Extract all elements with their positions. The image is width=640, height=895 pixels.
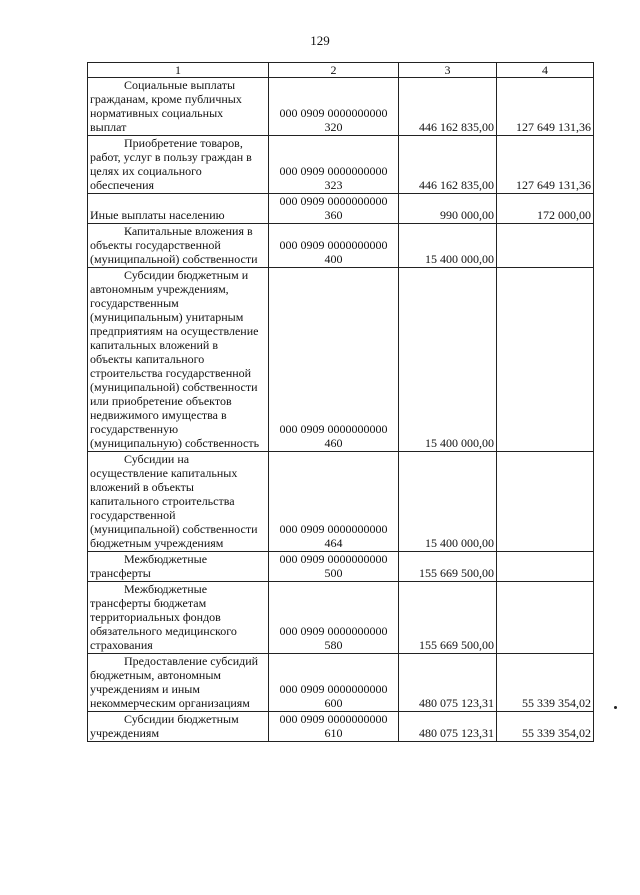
row-name-line: государственной bbox=[90, 508, 176, 522]
row-name-line: (муниципальную) собственность bbox=[90, 436, 260, 450]
row-code bbox=[269, 268, 399, 452]
row-name-line: Социальные выплаты bbox=[124, 78, 236, 92]
row-name bbox=[88, 654, 269, 712]
row-name-line: трансферты bbox=[90, 566, 151, 580]
row-code-line: 000 0909 0000000000 bbox=[279, 422, 388, 436]
row-name-line: (муниципальной) собственности bbox=[90, 380, 258, 394]
row-name-line: Субсидии бюджетным и bbox=[124, 268, 249, 282]
row-code bbox=[269, 552, 399, 582]
row-amount-col4: 55 339 354,02 bbox=[497, 654, 594, 712]
table-header bbox=[88, 63, 594, 78]
row-name bbox=[88, 268, 269, 452]
row-amount-col3: 155 669 500,00 bbox=[399, 552, 497, 582]
row-name-line: учреждениям и иным bbox=[90, 682, 200, 696]
row-name-line: нормативных социальных bbox=[90, 106, 224, 120]
row-name-line: Межбюджетные bbox=[124, 582, 208, 596]
row-code-line: 600 bbox=[324, 696, 343, 710]
table-row bbox=[88, 136, 594, 194]
row-name-line: предприятиям на осуществление bbox=[90, 324, 259, 338]
row-name-line: гражданам, кроме публичных bbox=[90, 92, 242, 106]
row-amount-col3: 990 000,00 bbox=[399, 194, 497, 224]
row-name bbox=[88, 224, 269, 268]
row-code bbox=[269, 582, 399, 654]
row-name-line: некоммерческим организациям bbox=[90, 696, 250, 710]
row-code-line: 610 bbox=[324, 726, 343, 740]
table-row bbox=[88, 654, 594, 712]
row-code-line: 000 0909 0000000000 bbox=[279, 238, 388, 252]
row-amount-col3: 446 162 835,00 bbox=[399, 136, 497, 194]
stray-mark bbox=[614, 706, 617, 709]
row-code-line: 000 0909 0000000000 bbox=[279, 194, 388, 208]
table-row bbox=[88, 268, 594, 452]
row-name-line: государственную bbox=[90, 422, 179, 436]
row-code bbox=[269, 136, 399, 194]
row-name-line: Субсидии бюджетным bbox=[124, 712, 239, 726]
row-name bbox=[88, 78, 269, 136]
row-name bbox=[88, 194, 269, 224]
row-amount-col3: 15 400 000,00 bbox=[399, 224, 497, 268]
row-amount-col4: 55 339 354,02 bbox=[497, 712, 594, 742]
row-name-line: трансферты бюджетам bbox=[90, 596, 207, 610]
row-code-line: 320 bbox=[324, 120, 343, 134]
header-row bbox=[88, 63, 594, 78]
row-name-line: или приобретение объектов bbox=[90, 394, 232, 408]
row-code-line: 580 bbox=[324, 638, 343, 652]
table-row bbox=[88, 224, 594, 268]
row-amount-col4: 172 000,00 bbox=[497, 194, 594, 224]
row-amount-col3: 480 075 123,31 bbox=[399, 712, 497, 742]
row-code bbox=[269, 224, 399, 268]
row-name-line: Иные выплаты населению bbox=[90, 208, 225, 222]
row-name-line: Приобретение товаров, bbox=[124, 136, 243, 150]
row-name-line: капитального строительства bbox=[90, 494, 235, 508]
row-name-line: обязательного медицинского bbox=[90, 624, 237, 638]
row-name-line: выплат bbox=[90, 120, 127, 134]
row-name-line: Субсидии на bbox=[124, 452, 190, 466]
row-name-line: (муниципальной) собственности bbox=[90, 522, 258, 536]
row-code bbox=[269, 712, 399, 742]
row-name bbox=[88, 712, 269, 742]
row-name bbox=[88, 136, 269, 194]
row-name-line: объекты государственной bbox=[90, 238, 221, 252]
row-amount-col4: 127 649 131,36 bbox=[497, 136, 594, 194]
row-name-line: автономным учреждениям, bbox=[90, 282, 229, 296]
header-cell-2: 2 bbox=[269, 63, 399, 78]
row-name-line: учреждениям bbox=[90, 726, 160, 740]
row-code-line: 000 0909 0000000000 bbox=[279, 712, 388, 726]
row-code bbox=[269, 452, 399, 552]
row-name-line: Предоставление субсидий bbox=[124, 654, 259, 668]
budget-table bbox=[87, 62, 594, 742]
row-code-line: 400 bbox=[324, 252, 343, 266]
row-name-line: обеспечения bbox=[90, 178, 155, 192]
row-name-line: объекты капитального bbox=[90, 352, 205, 366]
row-name-line: страхования bbox=[90, 638, 153, 652]
table-row bbox=[88, 552, 594, 582]
row-name-line: государственным bbox=[90, 296, 179, 310]
row-amount-col3: 155 669 500,00 bbox=[399, 582, 497, 654]
row-code-line: 323 bbox=[324, 178, 343, 192]
row-amount-col3: 15 400 000,00 bbox=[399, 268, 497, 452]
row-name-line: вложений в объекты bbox=[90, 480, 194, 494]
row-code bbox=[269, 194, 399, 224]
row-amount-col4: 127 649 131,36 bbox=[497, 78, 594, 136]
row-amount-col3: 480 075 123,31 bbox=[399, 654, 497, 712]
row-code bbox=[269, 654, 399, 712]
row-amount-col3: 446 162 835,00 bbox=[399, 78, 497, 136]
row-name-line: (муниципальным) унитарным bbox=[90, 310, 244, 324]
row-code-line: 500 bbox=[324, 566, 343, 580]
row-amount-col4 bbox=[497, 582, 594, 654]
row-code bbox=[269, 78, 399, 136]
table-row bbox=[88, 582, 594, 654]
row-name-line: работ, услуг в пользу граждан в bbox=[90, 150, 252, 164]
table-row bbox=[88, 712, 594, 742]
table-row bbox=[88, 78, 594, 136]
row-code-line: 000 0909 0000000000 bbox=[279, 522, 388, 536]
row-name-line: строительства государственной bbox=[90, 366, 252, 380]
header-cell-3: 3 bbox=[399, 63, 497, 78]
header-cell-4: 4 bbox=[497, 63, 594, 78]
table-row bbox=[88, 452, 594, 552]
row-amount-col4 bbox=[497, 552, 594, 582]
row-name-line: целях их социального bbox=[90, 164, 202, 178]
row-code-line: 000 0909 0000000000 bbox=[279, 106, 388, 120]
row-amount-col4 bbox=[497, 224, 594, 268]
row-code-line: 000 0909 0000000000 bbox=[279, 552, 388, 566]
row-code-line: 360 bbox=[324, 208, 343, 222]
row-name-line: бюджетным, автономным bbox=[90, 668, 221, 682]
row-name-line: Капитальные вложения в bbox=[124, 224, 253, 238]
header-cell-1: 1 bbox=[88, 63, 269, 78]
row-name-line bbox=[90, 194, 266, 208]
row-name-line: недвижимого имущества в bbox=[90, 408, 227, 422]
table-row bbox=[88, 194, 594, 224]
row-code-line: 000 0909 0000000000 bbox=[279, 164, 388, 178]
row-name-line: капитальных вложений в bbox=[90, 338, 219, 352]
row-code-line: 464 bbox=[324, 536, 343, 550]
row-code-line: 000 0909 0000000000 bbox=[279, 682, 388, 696]
row-name-line: бюджетным учреждениям bbox=[90, 536, 224, 550]
row-amount-col3: 15 400 000,00 bbox=[399, 452, 497, 552]
row-name bbox=[88, 552, 269, 582]
row-name-line: (муниципальной) собственности bbox=[90, 252, 258, 266]
row-amount-col4 bbox=[497, 268, 594, 452]
row-code-line: 000 0909 0000000000 bbox=[279, 624, 388, 638]
row-name-line: осуществление капитальных bbox=[90, 466, 238, 480]
row-amount-col4 bbox=[497, 452, 594, 552]
row-name-line: территориальных фондов bbox=[90, 610, 221, 624]
page-number: 129 bbox=[310, 33, 330, 48]
row-code-line: 460 bbox=[324, 436, 343, 450]
table-body bbox=[88, 78, 594, 742]
row-name-line: Межбюджетные bbox=[124, 552, 208, 566]
row-name bbox=[88, 452, 269, 552]
row-name bbox=[88, 582, 269, 654]
